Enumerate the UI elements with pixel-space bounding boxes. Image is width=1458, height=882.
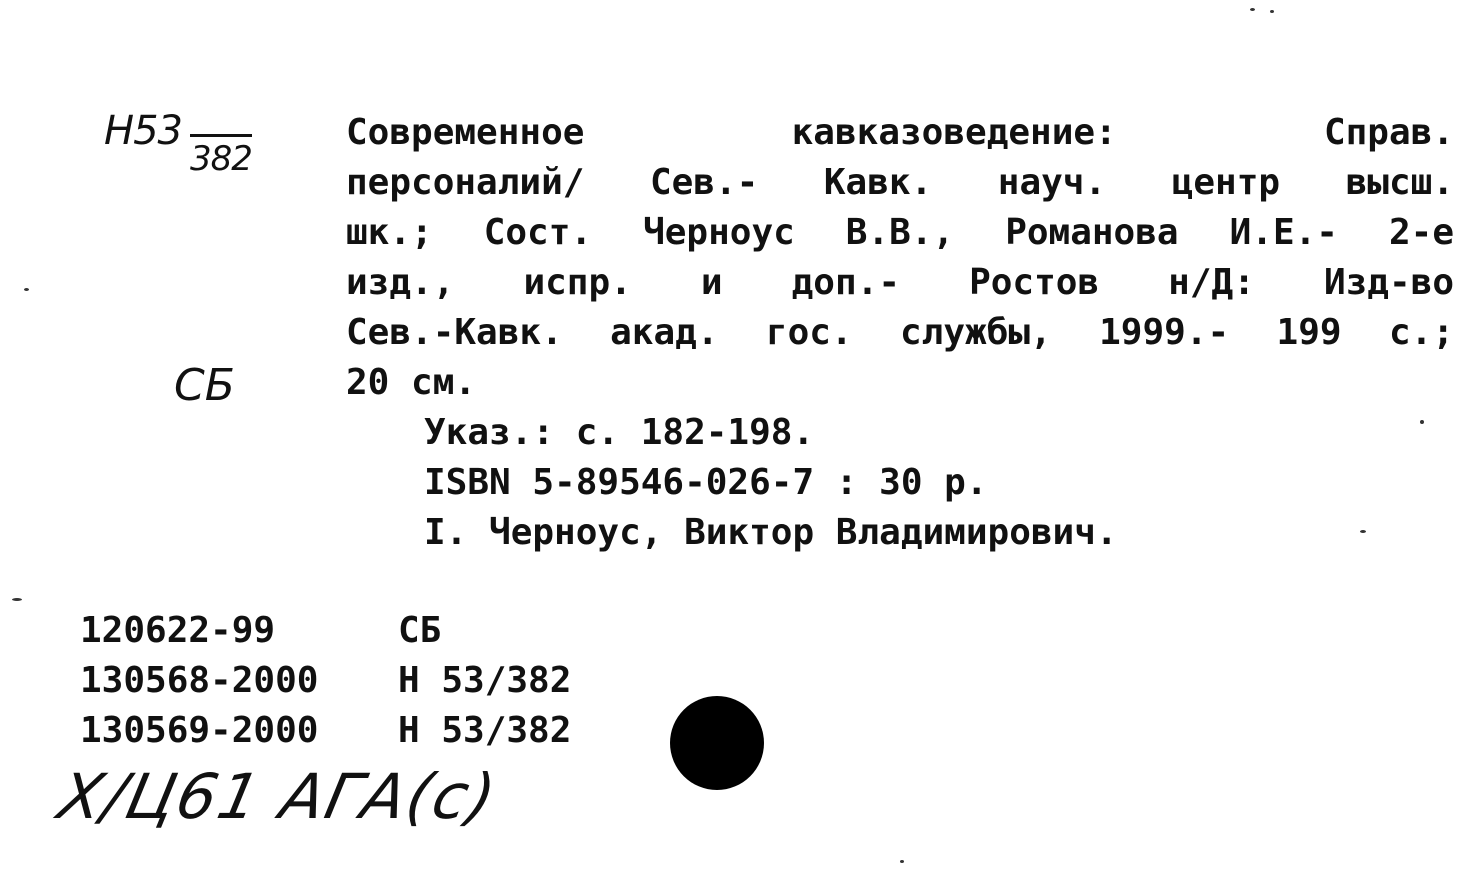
description-line: изд., испр. и доп.- Ростов н/Д: Изд-во [346,262,1454,303]
bibliographic-description [346,108,1454,408]
accession-row [80,656,571,706]
call-number-bottom: 382 [190,134,252,179]
description-line: Современное кавказоведение: Справ. [346,112,1454,153]
notes-block [424,408,1118,558]
description-line: персоналий/ Сев.- Кавк. науч. центр высш. [346,162,1454,203]
accession-location: Н 53/382 [398,660,572,701]
collection-mark: СБ [174,360,235,411]
handwritten-shelf-mark: Х/Ц61 АГА(с) [52,760,504,833]
accession-number: 130569-2000 [80,710,319,751]
isbn-note: ISBN 5-89546-026-7 : 30 р. [424,462,988,503]
description-line: шк.; Сост. Черноус В.В., Романова И.Е.- 2-е [346,212,1454,253]
index-note: Указ.: с. 182-198. [424,412,815,453]
accession-location: СБ [398,610,442,651]
scan-speck [1270,10,1274,13]
scan-speck [1420,420,1424,424]
scan-speck [1360,530,1366,533]
accession-row [80,606,571,656]
call-number-top: Н53 [104,108,182,154]
accession-list [80,606,571,756]
accession-location: Н 53/382 [398,710,572,751]
description-line: Сев.-Кавк. акад. гос. службы, 1999.- 199 с.; [346,312,1454,353]
scan-speck [900,860,904,863]
accession-number: 130568-2000 [80,660,319,701]
scan-speck [1250,8,1255,11]
accession-row [80,706,571,756]
description-line: 20 см. [346,362,477,403]
tracing-note: I. Черноус, Виктор Владимирович. [424,512,1118,553]
punch-hole [670,696,764,790]
accession-number: 120622-99 [80,610,276,651]
scan-speck [12,598,22,601]
scan-speck [24,288,29,291]
